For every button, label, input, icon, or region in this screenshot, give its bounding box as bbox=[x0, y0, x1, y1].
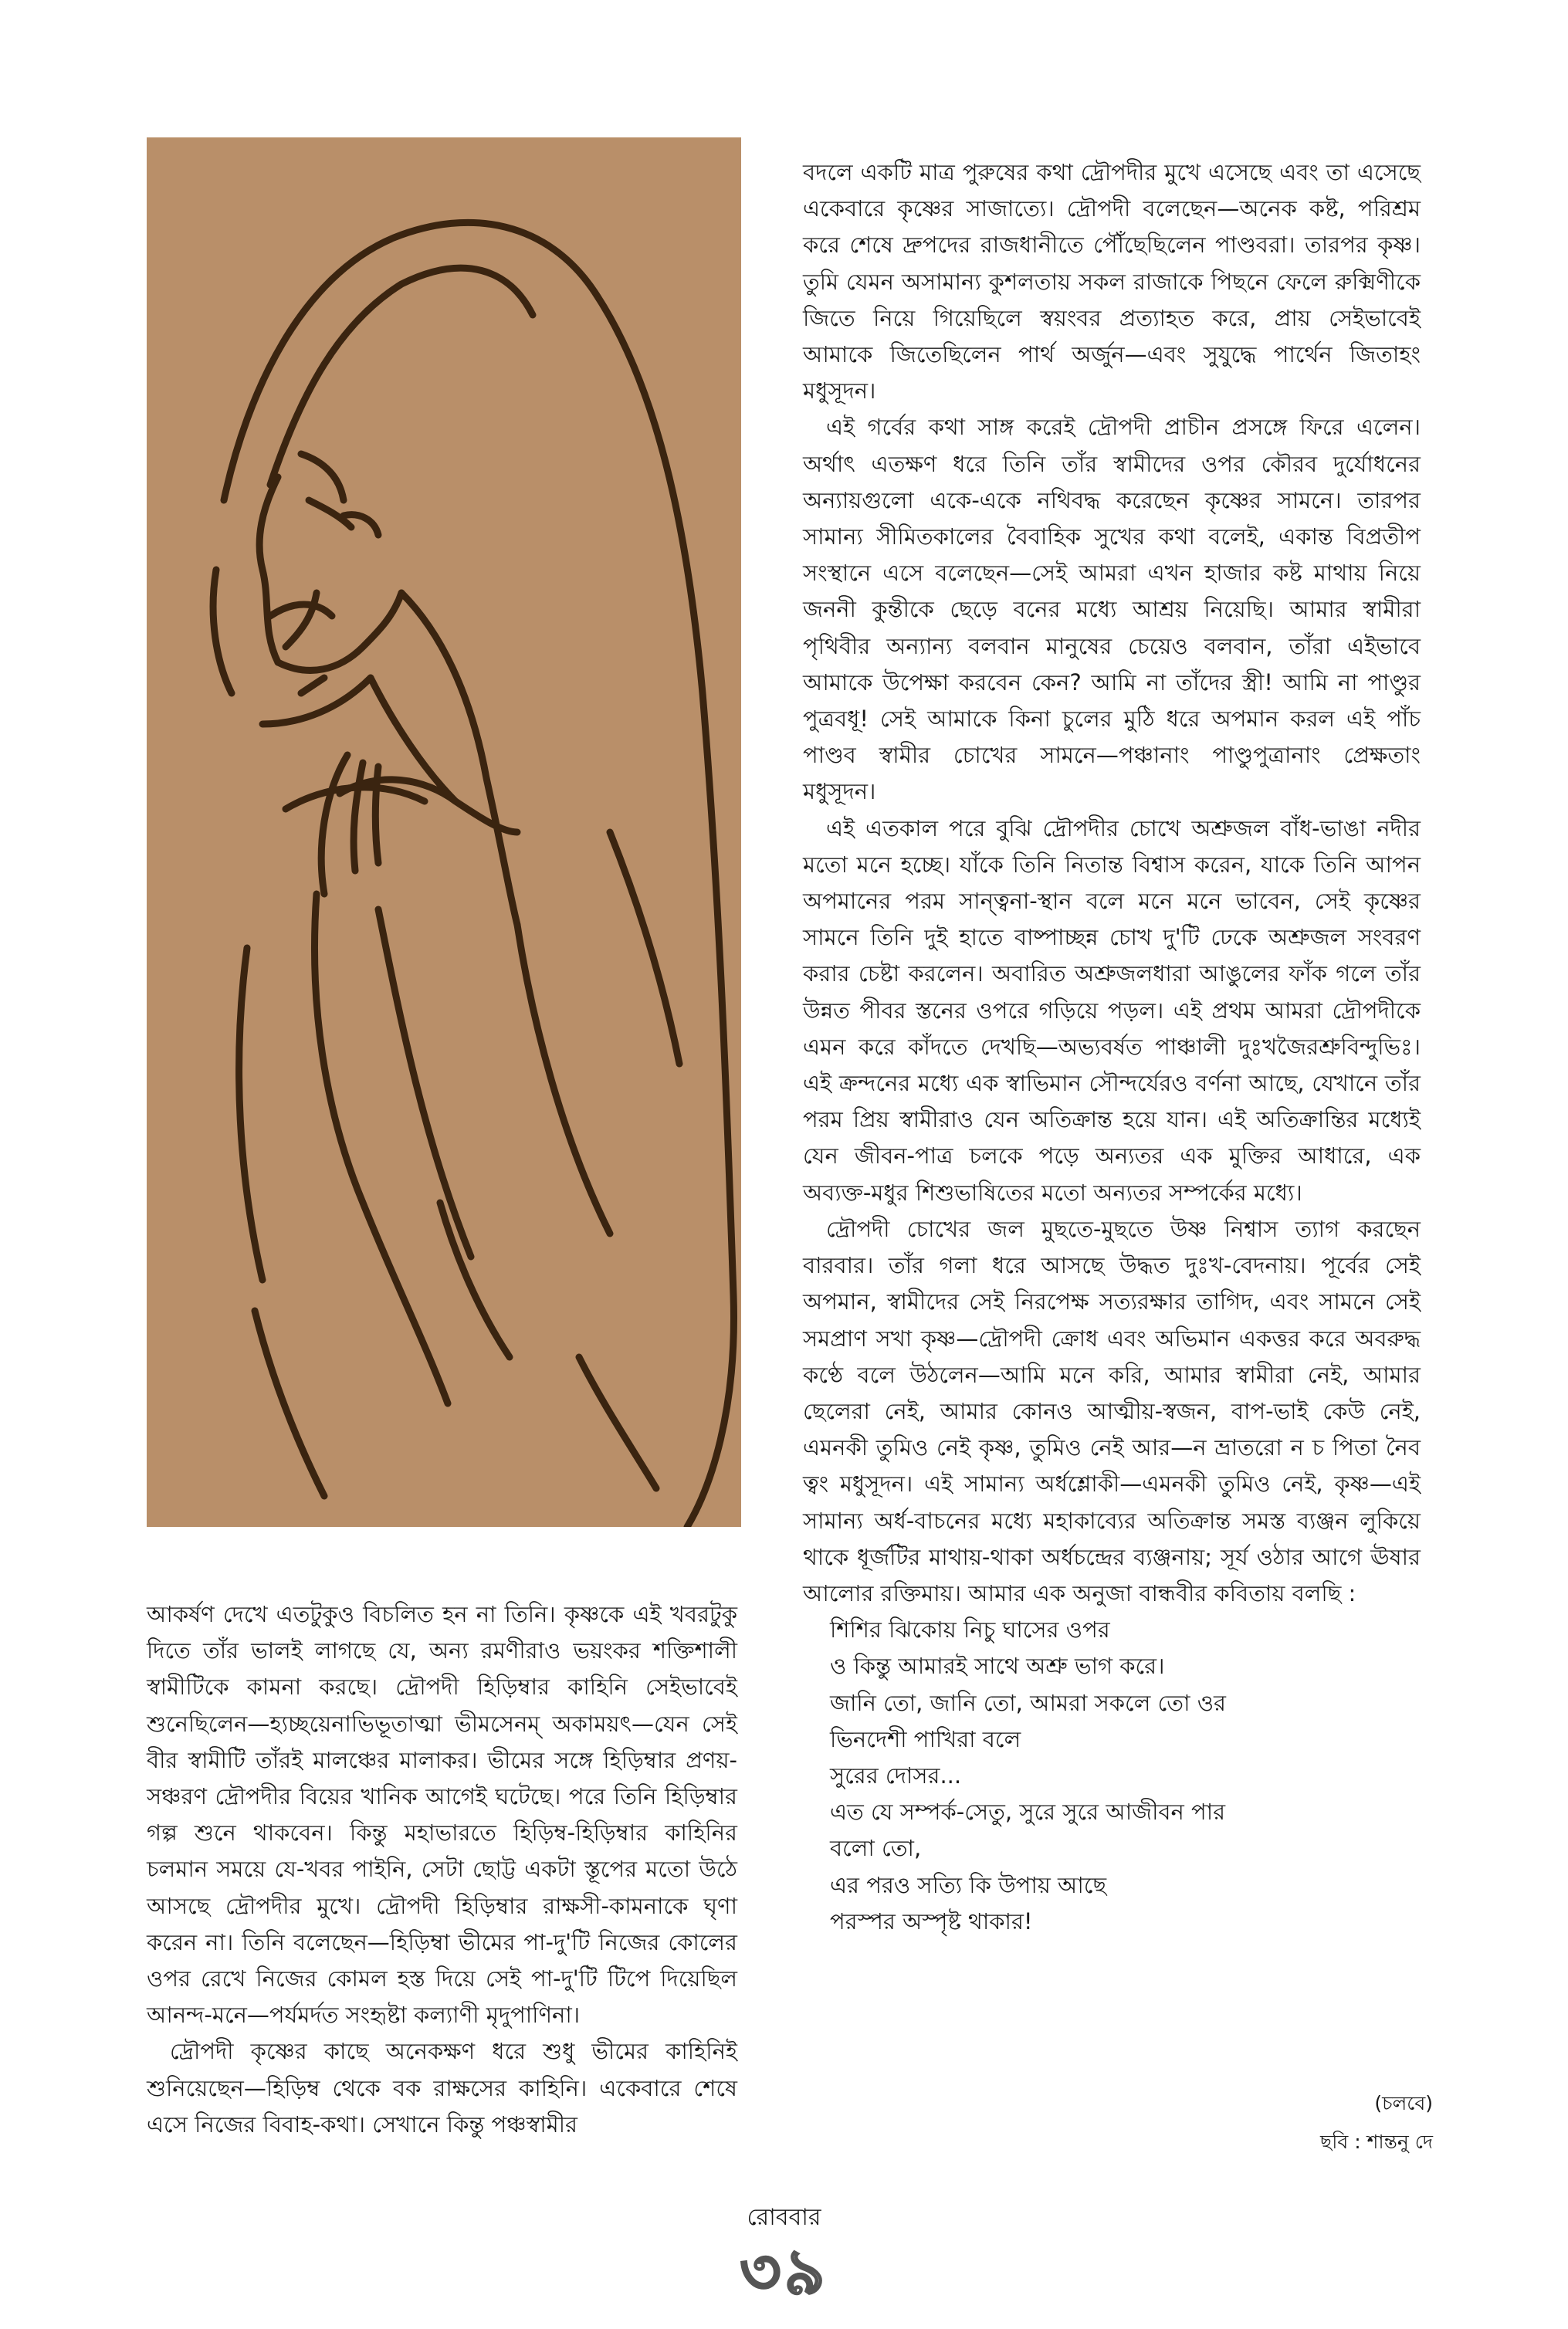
paragraph: এই গর্বের কথা সাঙ্গ করেই দ্রৌপদী প্রাচীন প্রসঙ্গে ফিরে এলেন। অর্থাৎ এতক্ষণ ধরে তিনি তাঁর স্বামীদের ওপর কৌরব দুর্যোধনের অন্যায়গুলো একে-একে নথিবদ্ধ করেছেন কৃষ্ণের সামনে। তারপর সামান্য সীমিতকালের বৈবাহিক সুখের কথা বলেই, একান্ত বিপ্রতীপ সংস্থানে এসে বলেছেন—সেই আমরা এখন হাজার কষ্ট মাথায় নিয়ে জননী কুন্তীকে ছেড়ে বনের মধ্যে আশ্রয় নিয়েছি। আমার স্বামীরা পৃথিবীর অন্যান্য বলবান মানুষের চেয়েও বলবান, তাঁরা এইভাবে আমাকে উপেক্ষা করবেন কেন? আমি না তাঁদের স্ত্রী! আমি না পাণ্ডুর পুত্রবধূ! সেই আমাকে কিনা চুলের মুঠি ধরে অপমান করল এই পাঁচ পাণ্ডব স্বামীর চোখের সামনে—পঞ্চানাং পাণ্ডুপুত্রানাং প্রেক্ষতাং মধুসূদন। bbox=[803, 414, 1421, 805]
poem-line: পরস্পর অস্পৃষ্ট থাকার! bbox=[830, 1908, 1033, 1935]
illustration-credit: ছবি : শান্তনু দে bbox=[1320, 2131, 1433, 2153]
poem-line: এত যে সম্পর্ক-সেতু, সুরে সুরে আজীবন পার bbox=[830, 1799, 1226, 1826]
poem-line: জানি তো, জানি তো, আমরা সকলে তো ওর bbox=[830, 1689, 1226, 1716]
poem-line: ও কিন্তু আমারই সাথে অশ্রু ভাগ করে। bbox=[830, 1653, 1165, 1680]
poem bbox=[830, 1612, 1421, 1940]
paragraph: দ্রৌপদী চোখের জল মুছতে-মুছতে উষ্ণ নিশ্বাস ত্যাগ করছেন বারবার। তাঁর গলা ধরে আসছে উদ্ধত দুঃখ-বেদনায়। পূর্বের সেই অপমান, স্বামীদের সেই নিরপেক্ষ সত্যরক্ষার তাগিদ, এবং সামনে সেই সমপ্রাণ সখা কৃষ্ণ—দ্রৌপদী ক্রোধ এবং অভিমান একত্তর করে অবরুদ্ধ কণ্ঠে বলে উঠলেন—আমি মনে করি, আমার স্বামীরা নেই, আমার ছেলেরা নেই, আমার কোনও আত্মীয়-স্বজন, বাপ-ভাই কেউ নেই, এমনকী তুমিও নেই কৃষ্ণ, তুমিও নেই আর—ন ভ্রাতরো ন চ পিতা নৈব ত্বং মধুসূদন। এই সামান্য অর্ধশ্লোকী—এমনকী তুমিও নেই, কৃষ্ণ—এই সামান্য অর্ধ-বাচনের মধ্যে মহাকাব্যের অতিক্রান্ত সমস্ত ব্যঞ্জন লুকিয়ে থাকে ধূর্জটির মাথায়-থাকা অর্ধচন্দ্রের ব্যঞ্জনায়; সূর্য ওঠার আগে ঊষার আলোর রক্তিমায়। আমার এক অনুজা বান্ধবীর কবিতায় বলছি : bbox=[803, 1215, 1421, 1606]
paragraph: দ্রৌপদী কৃষ্ণের কাছে অনেকক্ষণ ধরে শুধু ভীমের কাহিনিই শুনিয়েছেন—হিড়িম্ব থেকে বক রাক্ষসের কাহিনি। একেবারে শেষে এসে নিজের বিবাহ-কথা। সেখানে কিন্তু পঞ্চস্বামীর bbox=[147, 2038, 737, 2138]
page-number: ৩৯ bbox=[740, 2236, 828, 2309]
illustration-draupadi bbox=[147, 137, 741, 1527]
line-drawing bbox=[147, 137, 741, 1527]
paragraph: আকর্ষণ দেখে এতটুকুও বিচলিত হন না তিনি। কৃষ্ণকে এই খবরটুকু দিতে তাঁর ভালই লাগছে যে, অন্য রমণীরাও ভয়ংকর শক্তিশালী স্বামীটিকে কামনা করছে। দ্রৌপদী হিড়িম্বার কাহিনি সেইভাবেই শুনেছিলেন—হ্যচ্ছয়েনাভিভূতাত্মা ভীমসেনম্‌ অকাময়ৎ—যেন সেই বীর স্বামীটি তাঁরই মালঞ্চের মালাকর। ভীমের সঙ্গে হিড়িম্বার প্রণয়-সঞ্চরণ দ্রৌপদীর বিয়ের খানিক আগেই ঘটেছে। পরে তিনি হিড়িম্বার গল্প শুনে থাকবেন। কিন্তু মহাভারতে হিড়িম্ব-হিড়িম্বার কাহিনির চলমান সময়ে যে-খবর পাইনি, সেটা ছোট্ট একটা স্তূপের মতো উঠে আসছে দ্রৌপদীর মুখে। দ্রৌপদী হিড়িম্বার রাক্ষসী-কামনাকে ঘৃণা করেন না। তিনি বলেছেন—হিড়িম্বা ভীমের পা-দু'টি নিজের কোলের ওপর রেখে নিজের কোমল হস্ত দিয়ে সেই পা-দু'টি টিপে দিয়েছিল আনন্দ-মনে—পর্যমর্দত সংহৃষ্টা কল্যাণী মৃদুপাণিনা। bbox=[147, 1601, 737, 2029]
poem-line: বলো তো, bbox=[830, 1835, 922, 1862]
paragraph: এই এতকাল পরে বুঝি দ্রৌপদীর চোখে অশ্রুজল বাঁধ-ভাঙা নদীর মতো মনে হচ্ছে। যাঁকে তিনি নিতান্ত বিশ্বাস করেন, যাকে তিনি আপন অপমানের পরম সান্ত্বনা-স্থান বলে মনে মনে ভাবেন, সেই কৃষ্ণের সামনে তিনি দুই হাতে বাষ্পাচ্ছন্ন চোখ দু'টি ঢেকে অশ্রুজল সংবরণ করার চেষ্টা করলেন। অবারিত অশ্রুজলধারা আঙুলের ফাঁক গলে তাঁর উন্নত পীবর স্তনের ওপরে গড়িয়ে পড়ল। এই প্রথম আমরা দ্রৌপদীকে এমন করে কাঁদতে দেখছি—অভ্যবর্ষত পাঞ্চালী দুঃখজৈরশ্রুবিন্দুভিঃ। এই ক্রন্দনের মধ্যে এক স্বাভিমান সৌন্দর্যেরও বর্ণনা আছে, যেখানে তাঁর পরম প্রিয় স্বামীরাও যেন অতিক্রান্ত হয়ে যান। এই অতিক্রান্তির মধ্যেই যেন জীবন-পাত্র চলকে পড়ে অন্যতর এক মুক্তির আধারে, এক অব্যক্ত-মধুর শিশুভাষিতের মতো অন্যতর সম্পর্কের মধ্যে। bbox=[803, 814, 1421, 1206]
paragraph: বদলে একটি মাত্র পুরুষের কথা দ্রৌপদীর মুখে এসেছে এবং তা এসেছে একেবারে কৃষ্ণের সাজাত্যে। দ্রৌপদী বলেছেন—অনেক কষ্ট, পরিশ্রম করে শেষে দ্রুপদের রাজধানীতে পৌঁছেছিলেন পাণ্ডবরা। তারপর কৃষ্ণ। তুমি যেমন অসামান্য কুশলতায় সকল রাজাকে পিছনে ফেলে রুক্মিণীকে জিতে নিয়ে গিয়েছিলে স্বয়ংবর প্রত্যাহত করে, প্রায় সেইভাবেই আমাকে জিতেছিলেন পার্থ অর্জুন—এবং সুযুদ্ধে পার্থেন জিতাহং মধুসূদন। bbox=[803, 159, 1421, 405]
poem-line: সুরের দোসর... bbox=[830, 1762, 962, 1789]
column-right bbox=[803, 154, 1421, 1940]
footer-label: রোববার bbox=[747, 2204, 821, 2231]
continued-note: (চলবে) bbox=[1374, 2092, 1433, 2114]
poem-line: এর পরও সত্যি কি উপায় আছে bbox=[830, 1871, 1107, 1898]
poem-line: শিশির ঝিকোয় নিচু ঘাসের ওপর bbox=[830, 1616, 1110, 1644]
column-left bbox=[147, 1596, 737, 2143]
poem-line: ভিনদেশী পাখিরা বলে bbox=[830, 1725, 1021, 1752]
